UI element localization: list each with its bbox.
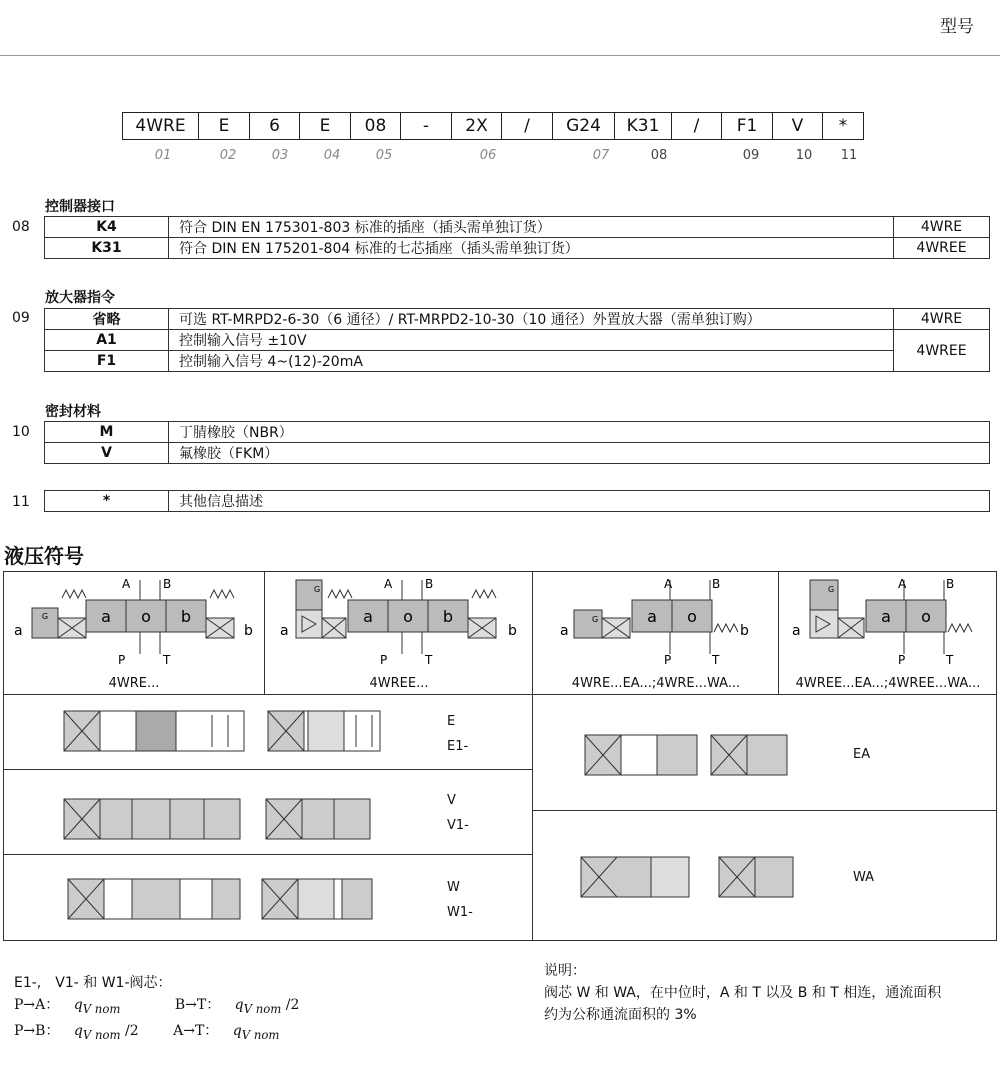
hydraulic-symbol-grid [3, 571, 997, 941]
model-code-cell: 2X [451, 112, 503, 140]
model-code-cell: 08 [350, 112, 402, 140]
spool-label: V1- [447, 818, 469, 833]
option-code: V [45, 443, 169, 464]
section-number: 08 [12, 219, 30, 235]
svg-text:B: B [163, 577, 172, 591]
svg-text:o: o [921, 607, 931, 626]
option-desc: 其他信息描述 [169, 491, 990, 512]
model-code-cell: - [400, 112, 452, 140]
symbol-caption: 4WRE... [108, 676, 160, 691]
option-code: F1 [45, 351, 169, 372]
table-row [45, 217, 990, 238]
svg-text:a: a [792, 623, 801, 639]
symbol-caption: 4WREE...EA...;4WREE...WA... [795, 676, 981, 691]
svg-text:G: G [314, 585, 321, 594]
section-number: 09 [12, 310, 30, 326]
model-code-cell: G24 [552, 112, 616, 140]
svg-text:b: b [244, 623, 253, 639]
model-code-cell: V [772, 112, 824, 140]
note-left-title: E1-, V1- 和 W1-阀芯： [14, 975, 172, 991]
formula-sub: V nom [82, 1027, 121, 1042]
model-code-index: 01 [154, 148, 172, 163]
svg-text:a: a [280, 623, 289, 639]
model-code-cell: 6 [249, 112, 301, 140]
svg-text:P: P [664, 653, 672, 667]
svg-text:a: a [101, 607, 111, 626]
model-code-index: 11 [840, 148, 858, 163]
option-type: 4WREE [894, 238, 990, 259]
page-title: 型号 [940, 17, 974, 37]
option-code: 省略 [45, 309, 169, 330]
option-desc: 控制输入信号 ±10V [169, 330, 894, 351]
spool-label: E1- [447, 739, 469, 754]
model-code-cell: K31 [614, 112, 672, 140]
svg-text:T: T [425, 653, 433, 667]
option-code: K31 [45, 238, 169, 259]
table-row [45, 443, 990, 464]
model-code-cell: 4WRE [122, 112, 200, 140]
model-code-cell: * [822, 112, 864, 140]
svg-text:a: a [647, 607, 657, 626]
section-number: 10 [12, 424, 30, 440]
table-row [45, 330, 990, 351]
formula-sub: V nom [241, 1027, 280, 1042]
section-title-amplifier: 放大器指令 [45, 290, 115, 306]
symbol-caption: 4WREE... [369, 676, 429, 691]
note-right-title: 说明： [544, 963, 586, 979]
svg-text:T: T [946, 653, 954, 667]
formula-var: q [73, 1022, 83, 1039]
svg-text:b: b [740, 623, 749, 639]
port-label: a [14, 623, 23, 639]
spool-label: E [447, 714, 456, 729]
spool-label: WA [853, 870, 875, 885]
svg-text:G: G [592, 615, 599, 624]
model-code [123, 112, 864, 140]
svg-text:o: o [403, 607, 413, 626]
svg-text:a: a [363, 607, 373, 626]
svg-text:a: a [560, 623, 569, 639]
option-desc: 丁腈橡胶（NBR） [169, 422, 990, 443]
note-line: 约为公称通流面积的 3% [544, 1007, 697, 1023]
svg-text:B: B [425, 577, 434, 591]
model-code-index: 04 [323, 148, 341, 163]
svg-text:a: a [881, 607, 891, 626]
note-left [14, 972, 299, 1046]
table-row [45, 351, 990, 372]
hydraulic-title: 液压符号 [4, 544, 84, 568]
spool-label: W [447, 880, 460, 895]
table-row [45, 238, 990, 259]
svg-text:A: A [898, 577, 907, 591]
spool-symbols-right [533, 695, 996, 940]
other-table [44, 490, 990, 512]
table-row [45, 491, 990, 512]
svg-text:T: T [163, 653, 171, 667]
formula-label: P→A： [14, 997, 60, 1013]
model-code-cell: / [671, 112, 723, 140]
svg-text:o: o [687, 607, 697, 626]
amplifier-table [44, 308, 990, 372]
model-code-index: 08 [650, 148, 668, 163]
svg-text:G: G [828, 585, 835, 594]
spool-label: V [447, 793, 456, 808]
divider [264, 572, 265, 694]
note-right [544, 960, 994, 1026]
formula-suffix: /2 [281, 997, 300, 1013]
formula-label: B→T： [174, 997, 221, 1013]
spool-label: EA [853, 747, 871, 762]
formula-label: P→B： [14, 1022, 60, 1039]
option-desc: 符合 DIN EN 175201-804 标准的七芯插座（插头需单独订货） [169, 238, 894, 259]
option-desc: 可选 RT-MRPD2-6-30（6 通径）/ RT-MRPD2-10-30（10 通径）外置放大器（需单独订购） [169, 309, 894, 330]
table-row [45, 422, 990, 443]
model-code-index: 05 [375, 148, 393, 163]
option-code: M [45, 422, 169, 443]
section-title-controller: 控制器接口 [45, 199, 115, 215]
formula-row [14, 1020, 299, 1046]
svg-text:b: b [442, 607, 454, 626]
option-type: 4WRE [894, 309, 990, 330]
svg-text:B: B [712, 577, 721, 591]
model-code-index: 10 [795, 148, 813, 163]
option-code: K4 [45, 217, 169, 238]
model-code-index: 03 [271, 148, 289, 163]
svg-text:G: G [41, 612, 49, 621]
svg-text:B: B [946, 577, 955, 591]
model-code-cell: / [501, 112, 553, 140]
option-type: 4WRE [894, 217, 990, 238]
option-code: * [45, 491, 169, 512]
section-title-seal: 密封材料 [45, 404, 101, 420]
svg-text:P: P [118, 653, 126, 667]
formula-var: q [232, 1022, 242, 1039]
table-row [45, 309, 990, 330]
controller-table [44, 216, 990, 259]
svg-text:T: T [712, 653, 720, 667]
svg-text:P: P [898, 653, 906, 667]
option-desc: 符合 DIN EN 175301-803 标准的插座（插头需单独订货） [169, 217, 894, 238]
svg-text:A: A [122, 577, 131, 591]
symbol-caption: 4WRE...EA...;4WRE...WA... [571, 676, 741, 691]
model-code-index: 09 [742, 148, 760, 163]
model-code-index: 07 [592, 148, 610, 163]
svg-text:o: o [141, 607, 151, 626]
model-code-index: 02 [219, 148, 237, 163]
divider [778, 572, 779, 694]
model-code-cell: F1 [721, 112, 773, 140]
option-desc: 氟橡胶（FKM） [169, 443, 990, 464]
model-code-cell: E [198, 112, 250, 140]
model-code-cell: E [299, 112, 351, 140]
formula-var: q [234, 997, 244, 1013]
svg-text:A: A [664, 577, 673, 591]
formula-var: q [73, 997, 83, 1013]
formula-row [14, 994, 299, 1020]
section-number: 11 [12, 494, 30, 510]
header-divider [0, 55, 1000, 56]
option-type: 4WREE [894, 330, 990, 372]
spool-label: W1- [447, 905, 473, 920]
formula-sub: V nom [82, 1001, 121, 1016]
svg-text:A: A [384, 577, 393, 591]
option-desc: 控制输入信号 4~(12)-20mA [169, 351, 894, 372]
formula-sub: V nom [243, 1001, 282, 1016]
note-line: 阀芯 W 和 WA，在中位时，A 和 T 以及 B 和 T 相连，通流面积 [544, 985, 942, 1001]
formula-suffix: /2 [120, 1022, 139, 1039]
seal-table [44, 421, 990, 464]
svg-text:P: P [380, 653, 388, 667]
option-code: A1 [45, 330, 169, 351]
model-code-index: 06 [479, 148, 497, 163]
formula-label: A→T： [173, 1022, 219, 1039]
svg-text:b: b [508, 623, 517, 639]
svg-text:b: b [180, 607, 192, 626]
